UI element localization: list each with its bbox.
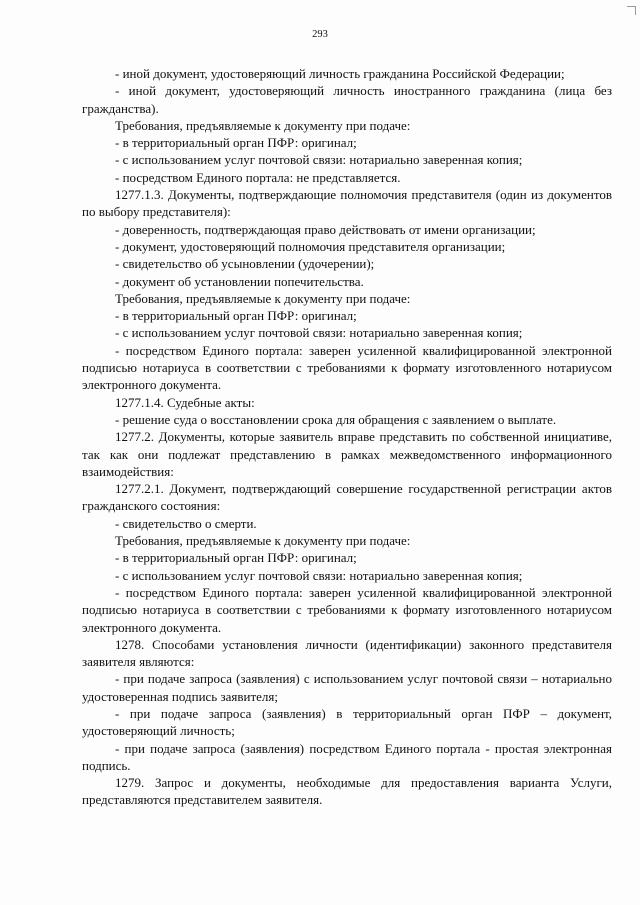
paragraph: - в территориальный орган ПФР: оригинал; (115, 135, 357, 151)
scan-corner-mark (627, 6, 636, 15)
paragraph: - при подаче запроса (заявления) посредством Единого портала - простая электронная подпись. (82, 740, 612, 773)
page-number: 293 (312, 29, 328, 40)
paragraph: - иной документ, удостоверяющий личность иностранного гражданина (лица без гражданства). (82, 83, 612, 116)
paragraph: 1279. Запрос и документы, необходимые для предоставления варианта Услуги, представляются представителем заявителя. (82, 775, 612, 808)
paragraph: - в территориальный орган ПФР: оригинал; (115, 550, 357, 566)
paragraph: - посредством Единого портала: заверен усиленной квалифицированной электронной подписью нотариуса в соответствии с требованиями к формату изготовленного нотариусом электронного документа. (82, 342, 612, 393)
paragraph: - при подаче запроса (заявления) с использованием услуг почтовой связи – нотариально удостоверенная подпись заявителя; (82, 671, 612, 704)
paragraph: - посредством Единого портала: заверен усиленной квалифицированной электронной подписью нотариуса в соответствии с требованиями к формату изготовленного нотариусом электронного документа. (82, 584, 612, 635)
paragraph: - с использованием услуг почтовой связи: нотариально заверенная копия; (115, 152, 523, 168)
paragraph: - иной документ, удостоверяющий личность гражданина Российской Федерации; (115, 66, 565, 81)
paragraph: - свидетельство об усыновлении (удочерении); (115, 256, 375, 272)
paragraph: - решение суда о восстановлении срока для обращения с заявлением о выплате. (115, 411, 557, 427)
paragraph: - свидетельство о смерти. (115, 515, 257, 531)
paragraph: 1277.2. Документы, которые заявитель вправе представить по собственной инициативе, так как они подлежат представлению в рамках межведомственного информационного взаимодействия: (82, 429, 612, 479)
paragraph: - при подаче запроса (заявления) в территориальный орган ПФР – документ, удостоверяющий личность; (82, 705, 612, 739)
paragraph: - с использованием услуг почтовой связи: нотариально заверенная копия; (115, 325, 523, 341)
paragraph: Требования, предъявляемые к документу при подаче: (115, 117, 411, 133)
paragraph: - с использованием услуг почтовой связи: нотариально заверенная копия; (115, 567, 523, 583)
document-body (82, 65, 612, 809)
paragraph: 1278. Способами установления личности (идентификации) законного представителя заявителя являются: (82, 636, 612, 670)
paragraph: 1277.1.3. Документы, подтверждающие полномочия представителя (один из документов по выбору представителя): (82, 187, 612, 220)
paragraph: - в территориальный орган ПФР: оригинал; (115, 308, 357, 324)
paragraph: 1277.2.1. Документ, подтверждающий совершение государственной регистрации актов гражданского состояния: (82, 481, 612, 514)
paragraph: - посредством Единого портала: не представляется. (115, 169, 401, 185)
paragraph: Требования, предъявляемые к документу при подаче: (115, 290, 411, 306)
paragraph: Требования, предъявляемые к документу при подаче: (115, 533, 411, 549)
paragraph: - доверенность, подтверждающая право действовать от имени организации; (115, 221, 536, 237)
paragraph: 1277.1.4. Судебные акты: (115, 394, 255, 410)
paragraph: - документ, удостоверяющий полномочия представителя организации; (115, 238, 506, 254)
paragraph: - документ об установлении попечительства. (115, 273, 364, 289)
